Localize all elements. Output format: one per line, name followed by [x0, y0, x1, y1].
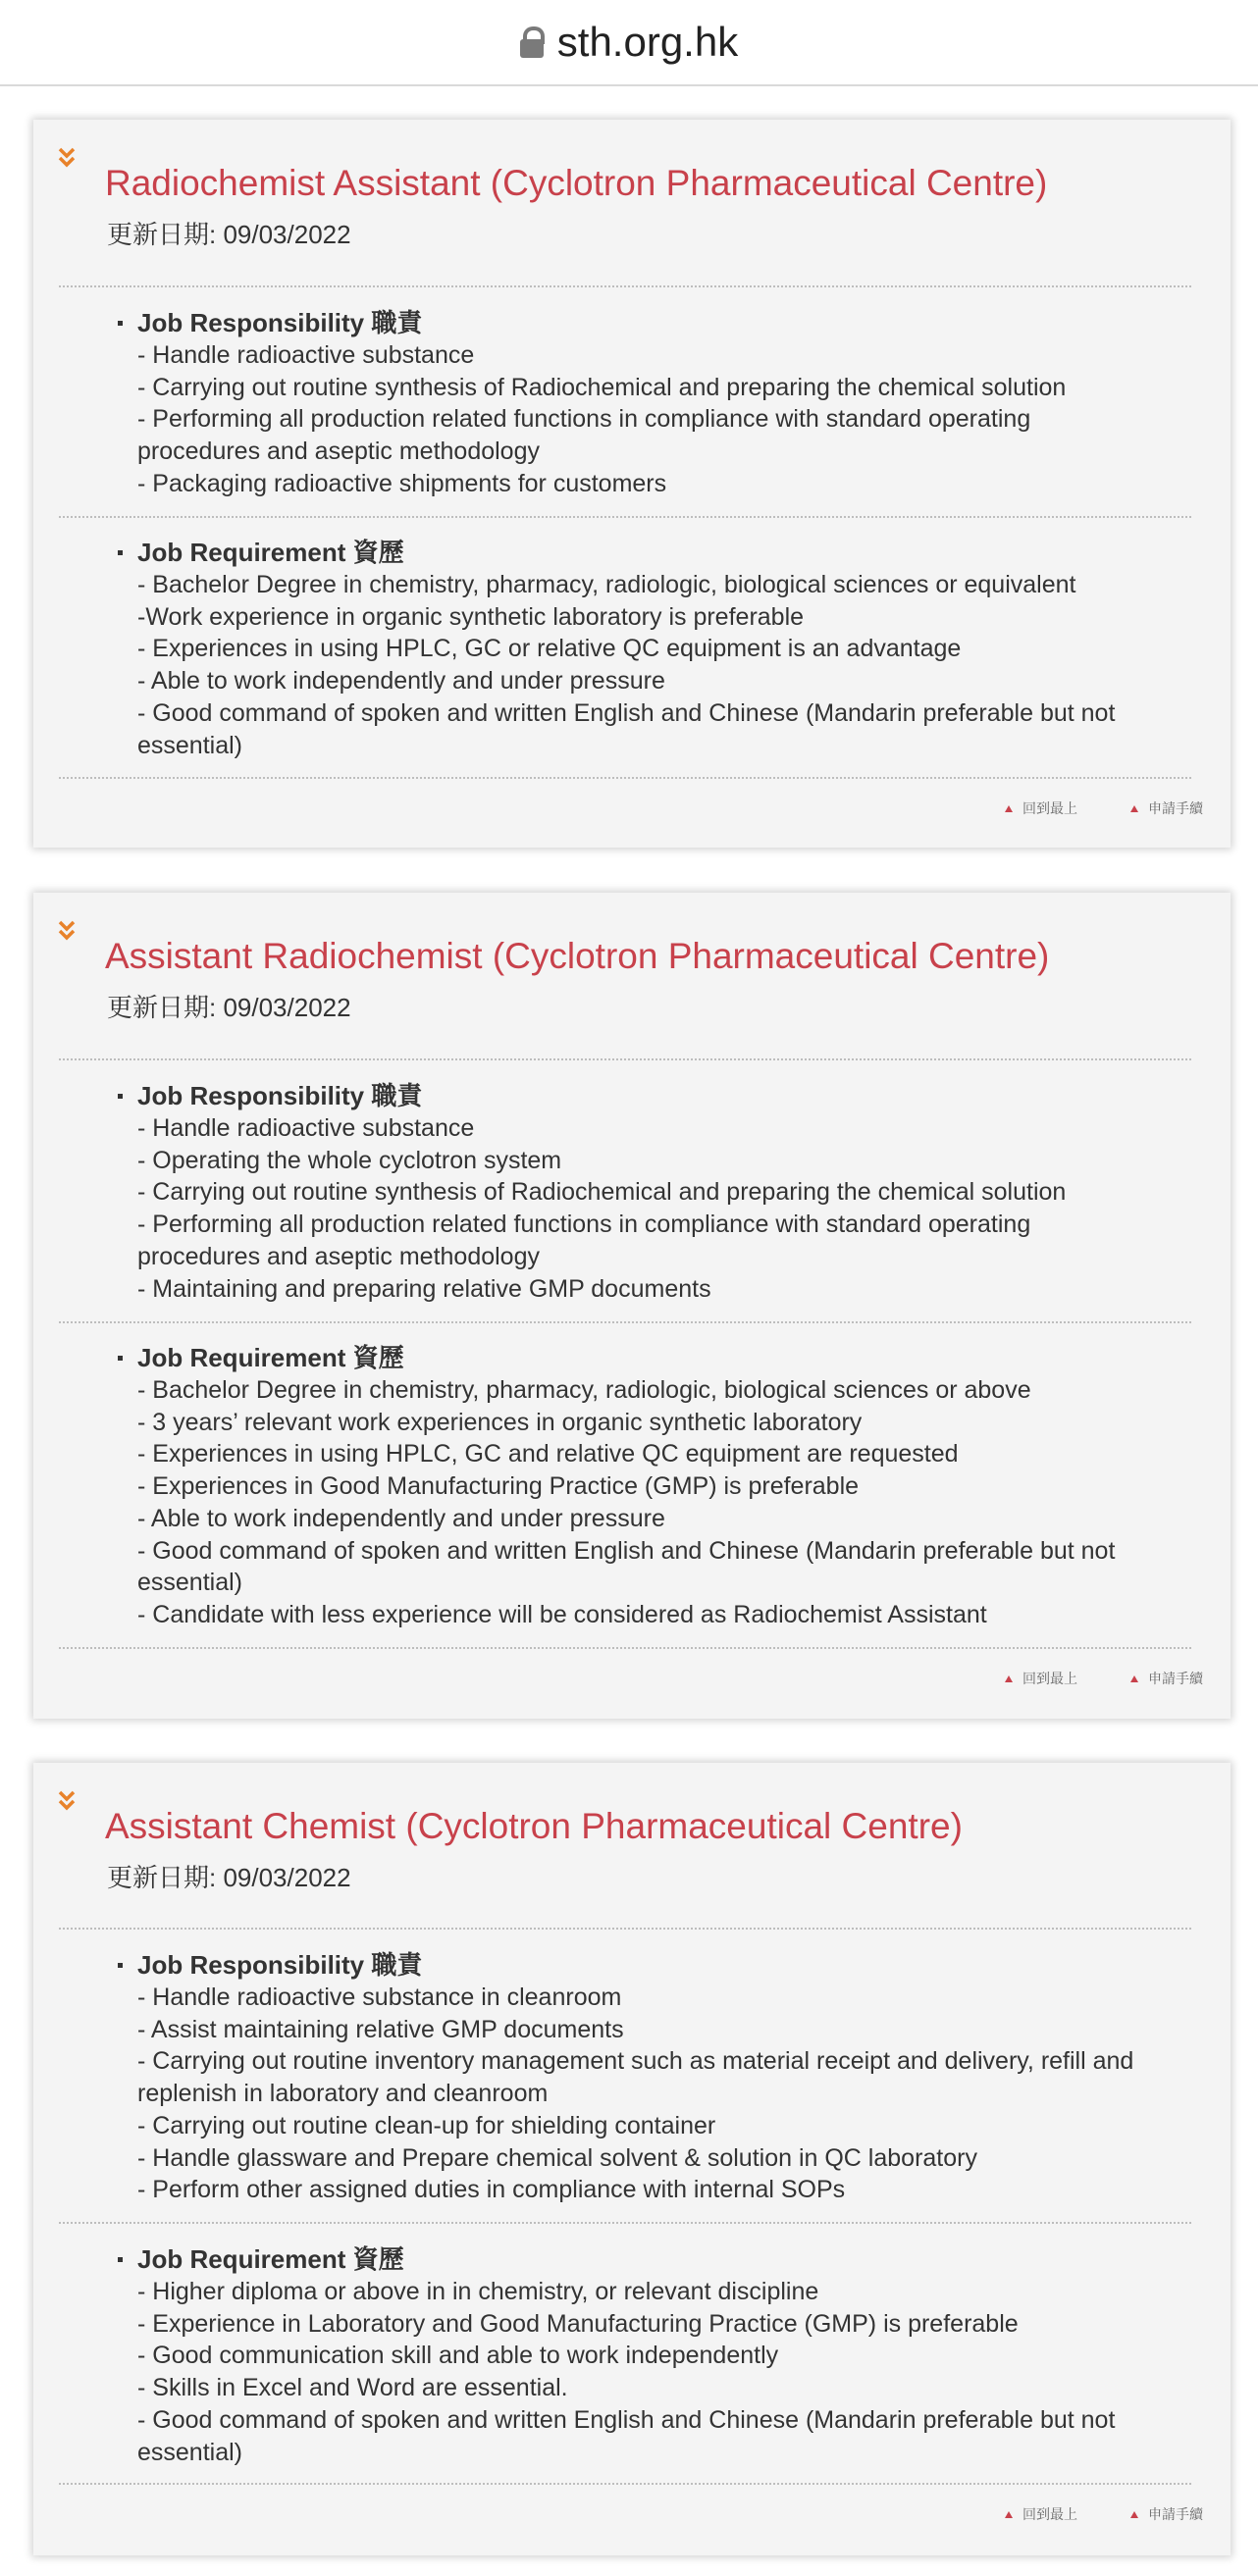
- list-item: - Maintaining and preparing relative GMP documents: [137, 1274, 711, 1303]
- job-card: [33, 1763, 1231, 2555]
- list-item: - Bachelor Degree in chemistry, pharmacy, radiologic, biological sciences or equivalent: [137, 571, 1076, 598]
- back-to-top-label: 回到最上: [1022, 800, 1077, 816]
- responsibility-section: [137, 1949, 1191, 2206]
- update-date: 更新日期: 09/03/2022: [107, 220, 351, 249]
- list-item: - Experiences in using HPLC, GC or relative QC equipment is an advantage: [137, 635, 962, 663]
- list-item: - Carrying out routine synthesis of Radiochemical and preparing the chemical solution: [137, 373, 1067, 401]
- requirement-section: [137, 1342, 1191, 1631]
- divider: [59, 1321, 1191, 1323]
- chevron-double-down-icon[interactable]: [57, 1788, 77, 1812]
- list-item: - Carrying out routine inventory management such as material receipt and delivery, refill and: [137, 2047, 1134, 2076]
- job-card: [33, 893, 1231, 1719]
- apply-label: 申請手續: [1148, 2506, 1203, 2522]
- list-item: essential): [137, 2438, 242, 2466]
- list-item: - Bachelor Degree in chemistry, pharmacy, radiologic, biological sciences or above: [137, 1376, 1031, 1404]
- divider: [59, 1058, 1191, 1060]
- requirement-section: [137, 537, 1191, 761]
- list-item: - Able to work independently and under pressure: [137, 1504, 665, 1532]
- triangle-up-icon: [1130, 2511, 1138, 2518]
- list-item: - Assist maintaining relative GMP documents: [137, 2015, 624, 2043]
- divider: [59, 2222, 1191, 2224]
- back-to-top-link[interactable]: [1005, 799, 1077, 818]
- apply-link[interactable]: [1130, 799, 1203, 818]
- list-item: - Performing all production related functions in compliance with standard operating: [137, 1211, 1031, 1239]
- list-item: - Carrying out routine clean-up for shielding container: [137, 2111, 716, 2139]
- back-to-top-link[interactable]: [1005, 1669, 1077, 1688]
- triangle-up-icon: [1130, 805, 1138, 812]
- list-item: - Handle glassware and Prepare chemical solvent & solution in QC laboratory: [137, 2143, 977, 2172]
- chevron-double-down-icon[interactable]: [57, 145, 77, 169]
- list-item: - Skills in Excel and Word are essential.: [137, 2374, 568, 2402]
- job-title: Assistant Radiochemist (Cyclotron Pharmaceutical Centre): [105, 936, 1050, 976]
- update-date: 更新日期: 09/03/2022: [107, 993, 351, 1022]
- chevron-double-down-icon[interactable]: [57, 918, 77, 942]
- responsibility-section: [137, 307, 1191, 500]
- list-item: - Candidate with less experience will be considered as Radiochemist Assistant: [137, 1600, 987, 1628]
- job-title: Radiochemist Assistant (Cyclotron Pharmaceutical Centre): [105, 163, 1048, 203]
- section-heading: Job Responsibility 職責: [137, 1080, 1191, 1112]
- apply-link[interactable]: [1130, 1669, 1203, 1688]
- back-to-top-label: 回到最上: [1022, 2506, 1077, 2522]
- list-item: - Handle radioactive substance in cleanroom: [137, 1984, 622, 2011]
- list-item: - 3 years’ relevant work experiences in organic synthetic laboratory: [137, 1408, 863, 1436]
- address-bar[interactable]: [0, 0, 1258, 86]
- list-item: -Work experience in organic synthetic laboratory is preferable: [137, 602, 805, 631]
- list-item: procedures and aseptic methodology: [137, 1242, 540, 1270]
- section-heading: Job Requirement 資歷: [137, 537, 1191, 569]
- divider: [59, 1647, 1191, 1649]
- divider: [59, 285, 1191, 287]
- list-item: - Experiences in Good Manufacturing Practice (GMP) is preferable: [137, 1472, 860, 1501]
- job-title: Assistant Chemist (Cyclotron Pharmaceutical Centre): [105, 1806, 963, 1846]
- update-date: 更新日期: 09/03/2022: [107, 1863, 351, 1892]
- list-item: - Able to work independently and under pressure: [137, 667, 665, 696]
- triangle-up-icon: [1005, 805, 1013, 812]
- triangle-up-icon: [1005, 2511, 1013, 2518]
- list-item: - Higher diploma or above in in chemistry, or relevant discipline: [137, 2278, 819, 2305]
- list-item: - Operating the whole cyclotron system: [137, 1146, 562, 1174]
- list-item: - Handle radioactive substance: [137, 341, 475, 369]
- list-item: - Good communication skill and able to work independently: [137, 2342, 779, 2370]
- list-item: - Handle radioactive substance: [137, 1114, 475, 1142]
- list-item: - Performing all production related functions in compliance with standard operating: [137, 405, 1031, 434]
- list-item: procedures and aseptic methodology: [137, 438, 540, 466]
- back-to-top-link[interactable]: [1005, 2504, 1077, 2524]
- list-item: - Good command of spoken and written English and Chinese (Mandarin preferable but not: [137, 698, 1116, 727]
- section-heading: Job Requirement 資歷: [137, 2243, 1191, 2276]
- list-item: - Experience in Laboratory and Good Manufacturing Practice (GMP) is preferable: [137, 2309, 1019, 2338]
- divider: [59, 2483, 1191, 2485]
- back-to-top-label: 回到最上: [1022, 1671, 1077, 1686]
- list-item: - Packaging radioactive shipments for customers: [137, 469, 667, 497]
- list-item: replenish in laboratory and cleanroom: [137, 2080, 549, 2108]
- job-card: [33, 120, 1231, 848]
- section-heading: Job Requirement 資歷: [137, 1342, 1191, 1374]
- divider: [59, 777, 1191, 779]
- card-links: [1005, 799, 1203, 818]
- apply-link[interactable]: [1130, 2504, 1203, 2524]
- list-item: - Carrying out routine synthesis of Radiochemical and preparing the chemical solution: [137, 1178, 1067, 1207]
- list-item: - Good command of spoken and written English and Chinese (Mandarin preferable but not: [137, 1536, 1116, 1565]
- lock-icon: [520, 26, 544, 58]
- requirement-section: [137, 2243, 1191, 2468]
- url-display[interactable]: [520, 19, 738, 66]
- divider: [59, 516, 1191, 518]
- list-item: - Perform other assigned duties in compliance with internal SOPs: [137, 2176, 846, 2204]
- card-links: [1005, 1669, 1203, 1688]
- url-text: sth.org.hk: [556, 19, 739, 65]
- responsibility-section: [137, 1080, 1191, 1305]
- apply-label: 申請手續: [1148, 800, 1203, 816]
- triangle-up-icon: [1005, 1675, 1013, 1682]
- section-heading: Job Responsibility 職責: [137, 1949, 1191, 1982]
- apply-label: 申請手續: [1148, 1671, 1203, 1686]
- list-item: essential): [137, 731, 242, 759]
- divider: [59, 1928, 1191, 1930]
- list-item: - Good command of spoken and written English and Chinese (Mandarin preferable but not: [137, 2405, 1116, 2434]
- triangle-up-icon: [1130, 1675, 1138, 1682]
- list-item: - Experiences in using HPLC, GC and relative QC equipment are requested: [137, 1440, 959, 1468]
- section-heading: Job Responsibility 職責: [137, 307, 1191, 339]
- list-item: essential): [137, 1569, 242, 1597]
- card-links: [1005, 2504, 1203, 2524]
